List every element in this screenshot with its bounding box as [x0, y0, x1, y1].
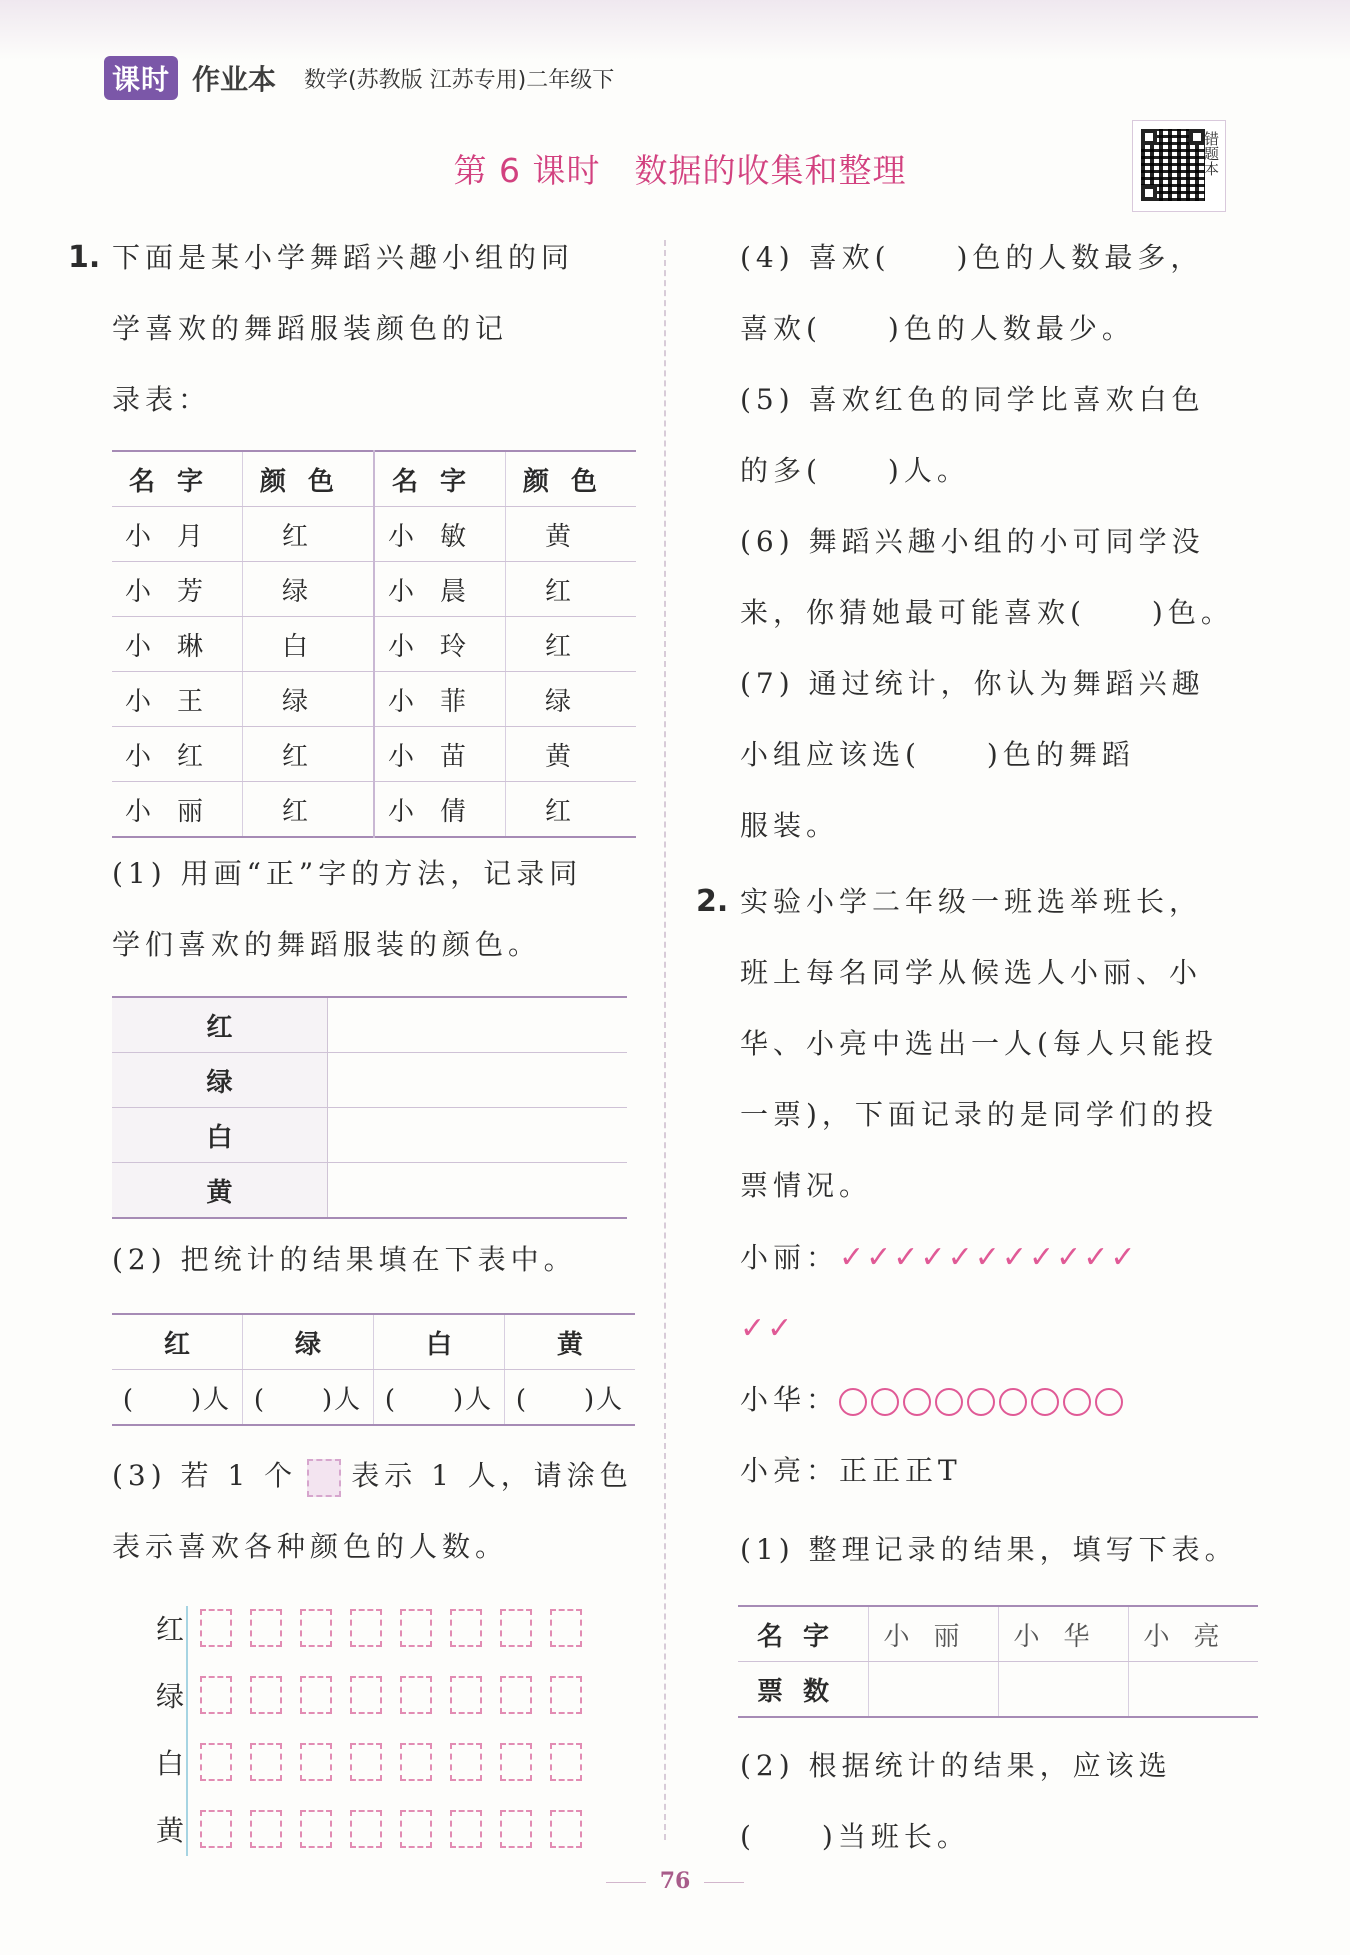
result-header: 红: [112, 1314, 243, 1370]
table-row: [112, 617, 636, 672]
q1-number: 1.: [68, 240, 101, 275]
color-cell: 黄: [506, 727, 637, 782]
q1-p3-after: 表示 1 人，请涂色: [351, 1459, 633, 1492]
header-color: 颜色: [506, 451, 637, 507]
color-cell-box[interactable]: [400, 1676, 432, 1714]
color-record-table: [112, 450, 636, 838]
vote-candidate: 小丽: [869, 1606, 999, 1662]
q1-p2: (2) 把统计的结果填在下表中。: [112, 1243, 577, 1276]
color-cell-box[interactable]: [350, 1609, 382, 1647]
color-cell: 红: [506, 617, 637, 672]
q2-intro-line-3: 华、小亮中选出一人(每人只能投: [740, 1027, 1218, 1060]
grid-label: 红: [155, 1613, 184, 1646]
color-cell-box[interactable]: [500, 1609, 532, 1647]
color-cell-box[interactable]: [300, 1810, 332, 1848]
color-cell: 黄: [506, 507, 637, 562]
vote-header: 名字: [738, 1606, 869, 1662]
result-header: 白: [374, 1314, 505, 1370]
color-cell: 白: [243, 617, 375, 672]
header-color: 颜色: [243, 451, 375, 507]
grid-row-white: [150, 1742, 600, 1782]
color-cell-box[interactable]: [450, 1609, 482, 1647]
q1-p1-line-2: 学们喜欢的舞蹈服装的颜色。: [112, 928, 542, 961]
vote-count-row: [738, 1662, 1258, 1718]
color-cell: 绿: [243, 562, 375, 617]
brand-logo: 课时: [104, 56, 178, 100]
vote-candidate: 小华: [999, 1606, 1129, 1662]
color-cell: 红: [243, 507, 375, 562]
tally-row: [112, 997, 627, 1053]
color-cell-box[interactable]: [200, 1676, 232, 1714]
color-cell-box[interactable]: [400, 1609, 432, 1647]
liang-label: 小亮：: [740, 1454, 840, 1487]
header-name: 名字: [374, 451, 506, 507]
color-cell-box[interactable]: [250, 1609, 282, 1647]
table-row: [112, 727, 636, 782]
color-cell-box[interactable]: [200, 1609, 232, 1647]
q2-intro-line-1: 实验小学二年级一班选举班长，: [740, 885, 1203, 918]
circle-mark-icon: [999, 1388, 1027, 1416]
tally-row: [112, 1163, 627, 1219]
vote-answer-cell[interactable]: [1129, 1662, 1259, 1718]
table-row: [112, 507, 636, 562]
table-row: [112, 562, 636, 617]
grid-label: 白: [155, 1747, 184, 1780]
color-cell-box[interactable]: [300, 1676, 332, 1714]
book-subtitle: 数学(苏教版 江苏专用)二年级下: [304, 67, 615, 93]
check-mark-icons: ✓✓: [740, 1311, 795, 1346]
q1-p7-line-1: (7) 通过统计，你认为舞蹈兴趣: [740, 667, 1205, 700]
color-cell-box[interactable]: [450, 1676, 482, 1714]
tally-label: 绿: [112, 1053, 328, 1108]
q1-p3-before: (3) 若 1 个: [112, 1459, 298, 1492]
tally-row: [112, 1108, 627, 1163]
q2-p1: (1) 整理记录的结果，填写下表。: [740, 1533, 1238, 1566]
color-cell-box[interactable]: [500, 1743, 532, 1781]
tally-table: [112, 996, 627, 1219]
q1-p5-line-2: 的多( )人。: [740, 454, 970, 487]
q1-p6-line-1: (6) 舞蹈兴趣小组的小可同学没: [740, 525, 1205, 558]
circle-mark-icon: [1063, 1388, 1091, 1416]
q1-p3-line-1: [112, 1440, 633, 1511]
circle-mark-icon: [1095, 1388, 1123, 1416]
color-cell-box[interactable]: [250, 1676, 282, 1714]
grid-label: 绿: [155, 1680, 184, 1713]
q1-intro-line-2: 学喜欢的舞蹈服装颜色的记: [112, 312, 509, 345]
name-cell: 小红: [112, 727, 243, 782]
color-cell-box[interactable]: [300, 1609, 332, 1647]
tally-label: 白: [112, 1108, 328, 1163]
result-answer-cell[interactable]: ( )人: [243, 1370, 374, 1426]
color-cell-box[interactable]: [350, 1676, 382, 1714]
tally-label: 黄: [112, 1163, 328, 1219]
name-cell: 小菲: [374, 672, 506, 727]
color-cell: 红: [506, 562, 637, 617]
grid-row-yellow: [150, 1809, 600, 1849]
q1-p1-line-1: (1) 用画“正”字的方法，记录同: [112, 857, 583, 890]
grid-row-green: [150, 1675, 600, 1715]
color-cell-box[interactable]: [450, 1810, 482, 1848]
color-cell-box[interactable]: [200, 1810, 232, 1848]
brand-header: [104, 58, 614, 98]
result-header-row: [112, 1314, 635, 1370]
color-cell-box[interactable]: [400, 1810, 432, 1848]
result-header: 绿: [243, 1314, 374, 1370]
qr-corner-mark: [1141, 129, 1157, 145]
color-cell-box[interactable]: [350, 1743, 382, 1781]
color-cell-box[interactable]: [350, 1810, 382, 1848]
zheng-tally-marks: 正正正T: [839, 1454, 962, 1487]
vote-answer-cell[interactable]: [999, 1662, 1129, 1718]
tally-answer-cell[interactable]: [328, 1163, 628, 1219]
grid-label: 黄: [155, 1814, 184, 1847]
q2-intro-line-5: 票情况。: [740, 1169, 873, 1202]
result-row: [112, 1370, 635, 1426]
table-row: [112, 672, 636, 727]
tally-label: 红: [112, 997, 328, 1053]
example-square-icon: [307, 1459, 341, 1497]
vote-answer-cell[interactable]: [869, 1662, 999, 1718]
q1-p6-line-2: 来，你猜她最可能喜欢( )色。: [740, 596, 1234, 629]
lesson-title: 第 6 课时 数据的收集和整理: [453, 151, 907, 190]
vote-header-row: [738, 1606, 1258, 1662]
result-answer-cell[interactable]: ( )人: [112, 1370, 243, 1426]
check-mark-icons: ✓✓✓✓✓✓✓✓✓✓✓: [839, 1240, 1138, 1275]
header-name: 名字: [112, 451, 243, 507]
vote-table: [738, 1605, 1258, 1718]
page-top-band: [0, 0, 1350, 60]
vote-row-label: 票数: [738, 1662, 869, 1718]
color-cell: 绿: [243, 672, 375, 727]
qr-code-box[interactable]: [1132, 120, 1226, 212]
circle-mark-icon: [871, 1388, 899, 1416]
color-cell-box[interactable]: [550, 1810, 582, 1848]
q2-p2-line-2: ( )当班长。: [740, 1820, 970, 1853]
tally-answer-cell[interactable]: [328, 1053, 628, 1108]
result-answer-cell[interactable]: ( )人: [374, 1370, 505, 1426]
q1-p3-line-2: 表示喜欢各种颜色的人数。: [112, 1530, 509, 1563]
color-cell-box[interactable]: [300, 1743, 332, 1781]
q1-p4-line-2: 喜欢( )色的人数最少。: [740, 312, 1135, 345]
color-cell-box[interactable]: [250, 1743, 282, 1781]
column-divider: [664, 240, 666, 1840]
circle-marks: [839, 1383, 1127, 1416]
hua-votes-line: [740, 1364, 1127, 1435]
circle-mark-icon: [967, 1388, 995, 1416]
li-votes-line-1: [740, 1222, 1138, 1293]
color-cell-box[interactable]: [400, 1743, 432, 1781]
color-cell-box[interactable]: [500, 1810, 532, 1848]
name-cell: 小苗: [374, 727, 506, 782]
q1-intro-line-1: 下面是某小学舞蹈兴趣小组的同: [112, 241, 575, 274]
name-cell: 小王: [112, 672, 243, 727]
color-cell-box[interactable]: [500, 1676, 532, 1714]
brand-name: 作业本: [192, 63, 277, 96]
grid-row-red: [150, 1608, 600, 1648]
color-cell-box[interactable]: [450, 1743, 482, 1781]
q1-p7-line-2: 小组应该选( )色的舞蹈: [740, 738, 1135, 771]
color-cell: 红: [243, 782, 375, 838]
color-cell: 红: [506, 782, 637, 838]
circle-mark-icon: [1031, 1388, 1059, 1416]
vote-candidate: 小亮: [1129, 1606, 1259, 1662]
result-answer-cell[interactable]: ( )人: [515, 1384, 625, 1415]
color-cell-box[interactable]: [250, 1810, 282, 1848]
tally-answer-cell[interactable]: [328, 1108, 628, 1163]
name-cell: 小晨: [374, 562, 506, 617]
liang-votes-line: [740, 1435, 962, 1506]
page-number: 76: [0, 1868, 1350, 1894]
color-cell-box[interactable]: [550, 1676, 582, 1714]
name-cell: 小丽: [112, 782, 243, 838]
li-votes-line-2: [740, 1293, 794, 1364]
q2-p2-line-1: (2) 根据统计的结果，应该选: [740, 1749, 1172, 1782]
hua-label: 小华：: [740, 1383, 840, 1416]
q1-p5-line-1: (5) 喜欢红色的同学比喜欢白色: [740, 383, 1205, 416]
table-row: [112, 782, 636, 838]
result-header: 黄: [505, 1314, 636, 1370]
name-cell: 小琳: [112, 617, 243, 672]
q2-number: 2.: [696, 884, 729, 919]
circle-mark-icon: [935, 1388, 963, 1416]
name-cell: 小玲: [374, 617, 506, 672]
circle-mark-icon: [903, 1388, 931, 1416]
q2-intro-line-2: 班上每名同学从候选人小丽、小: [740, 956, 1203, 989]
color-cell-box[interactable]: [550, 1743, 582, 1781]
q1-p7-line-3: 服装。: [740, 809, 840, 842]
q1-intro-line-3: 录表：: [112, 383, 212, 416]
name-cell: 小月: [112, 507, 243, 562]
circle-mark-icon: [839, 1388, 867, 1416]
color-cell-box[interactable]: [200, 1743, 232, 1781]
name-cell: 小倩: [374, 782, 506, 838]
name-cell: 小芳: [112, 562, 243, 617]
tally-row: [112, 1053, 627, 1108]
qr-label: 错题本: [1202, 131, 1220, 176]
result-table: [112, 1313, 635, 1426]
tally-answer-cell[interactable]: [328, 997, 628, 1053]
name-cell: 小敏: [374, 507, 506, 562]
color-cell-box[interactable]: [550, 1609, 582, 1647]
qr-corner-mark: [1141, 185, 1157, 201]
color-cell: 红: [243, 727, 375, 782]
color-cell: 绿: [506, 672, 637, 727]
q2-intro-line-4: 一票)，下面记录的是同学们的投: [740, 1098, 1218, 1131]
li-label: 小丽：: [740, 1241, 840, 1274]
q1-p4-line-1: (4) 喜欢( )色的人数最多，: [740, 241, 1204, 274]
table-header-row: [112, 451, 636, 507]
